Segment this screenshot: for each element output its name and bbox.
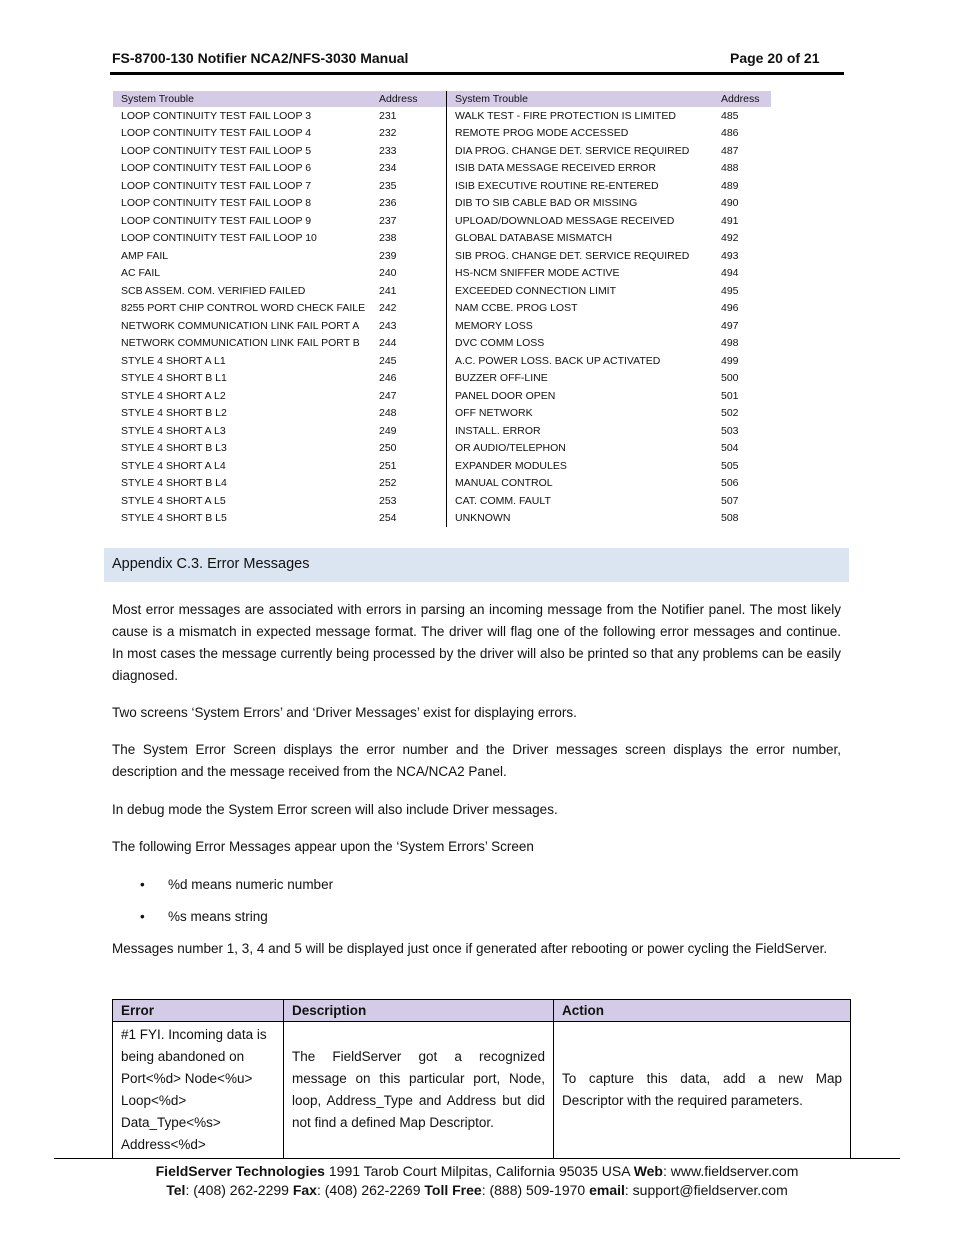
trouble-name-cell: A.C. POWER LOSS. BACK UP ACTIVATED xyxy=(447,352,714,370)
tollfree-value: : (888) 509-1970 xyxy=(481,1182,590,1198)
column-header: Error xyxy=(113,1000,284,1022)
address-cell: 485 xyxy=(721,109,739,122)
error-line: Data_Type<%s> xyxy=(121,1115,221,1130)
trouble-name-cell: STYLE 4 SHORT B L4 xyxy=(121,477,227,490)
list-item xyxy=(140,909,268,924)
trouble-name-cell: NETWORK COMMUNICATION LINK FAIL PORT A xyxy=(121,319,360,332)
trouble-name-cell: INSTALL. ERROR xyxy=(447,422,714,440)
trouble-name-cell: NAM CCBE. PROG LOST xyxy=(447,300,714,318)
table-row xyxy=(113,212,771,230)
action-cell: To capture this data, add a new Map Descriptor with the required parameters. xyxy=(554,1022,851,1159)
paragraph-debug-mode: In debug mode the System Error screen will also include Driver messages. xyxy=(112,802,558,817)
column-header: Description xyxy=(284,1000,554,1022)
column-header: Action xyxy=(554,1000,851,1022)
address-cell: 252 xyxy=(379,477,397,490)
trouble-name-cell: EXCEEDED CONNECTION LIMIT xyxy=(447,282,714,300)
address-cell: 236 xyxy=(379,197,397,210)
trouble-name-cell: LOOP CONTINUITY TEST FAIL LOOP 7 xyxy=(121,179,312,192)
table-row xyxy=(113,422,771,440)
trouble-name-cell: LOOP CONTINUITY TEST FAIL LOOP 5 xyxy=(121,144,312,157)
trouble-table-body xyxy=(113,107,771,527)
address-cell: 507 xyxy=(721,494,739,507)
fax-value: : (408) 262-2269 xyxy=(316,1182,425,1198)
column-header: Address xyxy=(713,91,771,107)
table-row xyxy=(113,317,771,335)
trouble-name-cell: SIB PROG. CHANGE DET. SERVICE REQUIRED xyxy=(447,247,714,265)
error-line: Port<%d> Node<%u> xyxy=(121,1071,253,1086)
address-cell: 505 xyxy=(721,459,739,472)
trouble-name-cell: MANUAL CONTROL xyxy=(447,475,714,493)
paragraph-screens: Two screens ‘System Errors’ and ‘Driver Messages’ exist for displaying errors. xyxy=(112,705,577,720)
trouble-name-cell: LOOP CONTINUITY TEST FAIL LOOP 6 xyxy=(121,162,312,175)
address-cell: 502 xyxy=(721,407,739,420)
address-cell: 254 xyxy=(379,512,397,525)
table-row xyxy=(113,177,771,195)
address-cell: 495 xyxy=(721,284,739,297)
trouble-name-cell: UNKNOWN xyxy=(447,510,714,528)
address-cell: 497 xyxy=(721,319,739,332)
trouble-name-cell: SCB ASSEM. COM. VERIFIED FAILED xyxy=(121,284,306,297)
appendix-heading-bar xyxy=(104,548,849,582)
trouble-name-cell: DIB TO SIB CABLE BAD OR MISSING xyxy=(447,195,714,213)
bullet-icon: • xyxy=(140,877,145,892)
trouble-name-cell: HS-NCM SNIFFER MODE ACTIVE xyxy=(447,265,714,283)
trouble-name-cell: CAT. COMM. FAULT xyxy=(447,492,714,510)
table-row xyxy=(113,195,771,213)
trouble-name-cell: STYLE 4 SHORT A L2 xyxy=(121,389,226,402)
trouble-name-cell: LOOP CONTINUITY TEST FAIL LOOP 8 xyxy=(121,197,312,210)
list-item xyxy=(140,877,333,892)
address-cell: 503 xyxy=(721,424,739,437)
footer-line-1 xyxy=(0,1163,954,1179)
address-cell: 499 xyxy=(721,354,739,367)
trouble-name-cell: REMOTE PROG MODE ACCESSED xyxy=(447,125,714,143)
table-row xyxy=(113,457,771,475)
address-cell: 508 xyxy=(721,512,739,525)
trouble-name-cell: ISIB DATA MESSAGE RECEIVED ERROR xyxy=(447,160,714,178)
list-item-text: %s means string xyxy=(168,909,268,924)
appendix-heading: Appendix C.3. Error Messages xyxy=(112,556,310,572)
trouble-name-cell: OFF NETWORK xyxy=(447,405,714,423)
address-cell: 233 xyxy=(379,144,397,157)
address-cell: 246 xyxy=(379,372,397,385)
email-link[interactable]: : support@fieldserver.com xyxy=(624,1182,788,1198)
table-row xyxy=(113,370,771,388)
system-trouble-table xyxy=(113,91,771,527)
table-row xyxy=(113,335,771,353)
table-row xyxy=(113,475,771,493)
address-cell: 238 xyxy=(379,232,397,245)
bullet-icon: • xyxy=(140,909,145,924)
address-cell: 241 xyxy=(379,284,397,297)
column-header: Address xyxy=(371,91,447,107)
fax-label: Fax xyxy=(292,1182,317,1198)
address-cell: 235 xyxy=(379,179,397,192)
trouble-name-cell: DVC COMM LOSS xyxy=(447,335,714,353)
address-cell: 248 xyxy=(379,407,397,420)
trouble-name-cell: AC FAIL xyxy=(121,267,161,280)
error-line: #1 FYI. Incoming data is xyxy=(121,1027,267,1042)
trouble-name-cell: AMP FAIL xyxy=(121,249,169,262)
trouble-name-cell: LOOP CONTINUITY TEST FAIL LOOP 10 xyxy=(121,232,317,245)
table-row xyxy=(113,300,771,318)
web-link[interactable]: : www.fieldserver.com xyxy=(663,1163,799,1179)
address-cell: 501 xyxy=(721,389,739,402)
column-header: System Trouble xyxy=(447,91,714,107)
address-cell: 491 xyxy=(721,214,739,227)
address-cell: 250 xyxy=(379,442,397,455)
error-messages-table xyxy=(112,999,851,1159)
address-cell: 243 xyxy=(379,319,397,332)
table-row xyxy=(113,107,771,125)
trouble-name-cell: LOOP CONTINUITY TEST FAIL LOOP 4 xyxy=(121,127,312,140)
web-label: Web xyxy=(633,1163,663,1179)
trouble-name-cell: DIA PROG. CHANGE DET. SERVICE REQUIRED xyxy=(447,142,714,160)
address-cell: 244 xyxy=(379,337,397,350)
address-cell: 253 xyxy=(379,494,397,507)
trouble-name-cell: LOOP CONTINUITY TEST FAIL LOOP 3 xyxy=(121,109,312,122)
trouble-name-cell: STYLE 4 SHORT B L5 xyxy=(121,512,227,525)
footer-line-2 xyxy=(0,1182,954,1198)
address-cell: 504 xyxy=(721,442,739,455)
address-cell: 249 xyxy=(379,424,397,437)
address-cell: 487 xyxy=(721,144,739,157)
address-cell: 251 xyxy=(379,459,397,472)
address-cell: 245 xyxy=(379,354,397,367)
address-cell: 242 xyxy=(379,302,397,315)
error-line: Address<%d> xyxy=(121,1137,206,1152)
table-row xyxy=(113,510,771,528)
email-label: email xyxy=(589,1182,625,1198)
paragraph-intro: Most error messages are associated with errors in parsing an incoming message from the Notifier panel. The most likely cause is a mismatch in expected message format. The driver will flag one of the following error messages and continue. In most cases the message currently being processed by the driver will also be printed so that any problems can be easily diagnosed. xyxy=(112,602,841,683)
trouble-name-cell: LOOP CONTINUITY TEST FAIL LOOP 9 xyxy=(121,214,312,227)
list-item-text: %d means numeric number xyxy=(168,877,334,892)
table-row xyxy=(113,160,771,178)
table-row xyxy=(113,440,771,458)
table-row xyxy=(113,492,771,510)
table-row xyxy=(113,247,771,265)
address-cell: 494 xyxy=(721,267,739,280)
trouble-name-cell: EXPANDER MODULES xyxy=(447,457,714,475)
address-cell: 492 xyxy=(721,232,739,245)
trouble-name-cell: MEMORY LOSS xyxy=(447,317,714,335)
table-row xyxy=(113,1022,851,1159)
address-cell: 500 xyxy=(721,372,739,385)
address-cell: 496 xyxy=(721,302,739,315)
error-line: Loop<%d> xyxy=(121,1093,187,1108)
trouble-name-cell: PANEL DOOR OPEN xyxy=(447,387,714,405)
trouble-name-cell: GLOBAL DATABASE MISMATCH xyxy=(447,230,714,248)
table-row xyxy=(113,125,771,143)
address-cell: 493 xyxy=(721,249,739,262)
trouble-name-cell: UPLOAD/DOWNLOAD MESSAGE RECEIVED xyxy=(447,212,714,230)
error-line: being abandoned on xyxy=(121,1049,245,1064)
tel-label: Tel xyxy=(166,1182,186,1198)
table-row xyxy=(113,387,771,405)
page-number: Page 20 of 21 xyxy=(730,50,820,66)
address-cell: 489 xyxy=(721,179,739,192)
trouble-name-cell: STYLE 4 SHORT B L2 xyxy=(121,407,227,420)
tel-value: : (408) 262-2299 xyxy=(185,1182,293,1198)
table-row xyxy=(113,282,771,300)
footer-rule xyxy=(54,1158,900,1159)
address-cell: 239 xyxy=(379,249,397,262)
trouble-name-cell: STYLE 4 SHORT A L1 xyxy=(121,354,226,367)
address-cell: 231 xyxy=(379,109,397,122)
trouble-name-cell: STYLE 4 SHORT A L4 xyxy=(121,459,226,472)
error-cell xyxy=(113,1022,284,1159)
company-address: 1991 Tarob Court Milpitas, California 95035 USA xyxy=(324,1163,634,1179)
table-row xyxy=(113,352,771,370)
trouble-name-cell: STYLE 4 SHORT A L5 xyxy=(121,494,226,507)
trouble-name-cell: WALK TEST - FIRE PROTECTION IS LIMITED xyxy=(447,107,714,125)
trouble-name-cell: OR AUDIO/TELEPHON xyxy=(447,440,714,458)
table-header-row xyxy=(113,91,771,107)
address-cell: 488 xyxy=(721,162,739,175)
column-header: System Trouble xyxy=(113,91,371,107)
address-cell: 498 xyxy=(721,337,739,350)
address-cell: 237 xyxy=(379,214,397,227)
address-cell: 490 xyxy=(721,197,739,210)
address-cell: 234 xyxy=(379,162,397,175)
table-header-row xyxy=(113,1000,851,1022)
tollfree-label: Toll Free xyxy=(424,1182,482,1198)
trouble-name-cell: STYLE 4 SHORT A L3 xyxy=(121,424,226,437)
trouble-name-cell: NETWORK COMMUNICATION LINK FAIL PORT B xyxy=(121,337,360,350)
address-cell: 232 xyxy=(379,127,397,140)
trouble-name-cell: 8255 PORT CHIP CONTROL WORD CHECK FAILE xyxy=(121,302,366,315)
table-row xyxy=(113,230,771,248)
description-cell: The FieldServer got a recognized message on this particular port, Node, loop, Address_Type and Address but did not find a defined Map Descriptor. xyxy=(284,1022,554,1159)
trouble-name-cell: STYLE 4 SHORT B L3 xyxy=(121,442,227,455)
company-name: FieldServer Technologies xyxy=(155,1163,325,1179)
paragraph-messages-once: Messages number 1, 3, 4 and 5 will be displayed just once if generated after rebooting or power cycling the FieldServer. xyxy=(112,941,828,956)
paragraph-following-errors: The following Error Messages appear upon the ‘System Errors’ Screen xyxy=(112,839,534,854)
document-title: FS-8700-130 Notifier NCA2/NFS-3030 Manual xyxy=(112,50,409,66)
table-row xyxy=(113,142,771,160)
trouble-name-cell: BUZZER OFF-LINE xyxy=(447,370,714,388)
trouble-name-cell: STYLE 4 SHORT B L1 xyxy=(121,372,227,385)
table-row xyxy=(113,265,771,283)
address-cell: 240 xyxy=(379,267,397,280)
trouble-name-cell: ISIB EXECUTIVE ROUTINE RE-ENTERED xyxy=(447,177,714,195)
paragraph-system-error-screen: The System Error Screen displays the error number and the Driver messages screen displays the error number, description and the message received from the NCA/NCA2 Panel. xyxy=(112,742,841,779)
header-rule xyxy=(110,72,844,75)
address-cell: 247 xyxy=(379,389,397,402)
address-cell: 486 xyxy=(721,127,739,140)
table-row xyxy=(113,405,771,423)
address-cell: 506 xyxy=(721,477,739,490)
